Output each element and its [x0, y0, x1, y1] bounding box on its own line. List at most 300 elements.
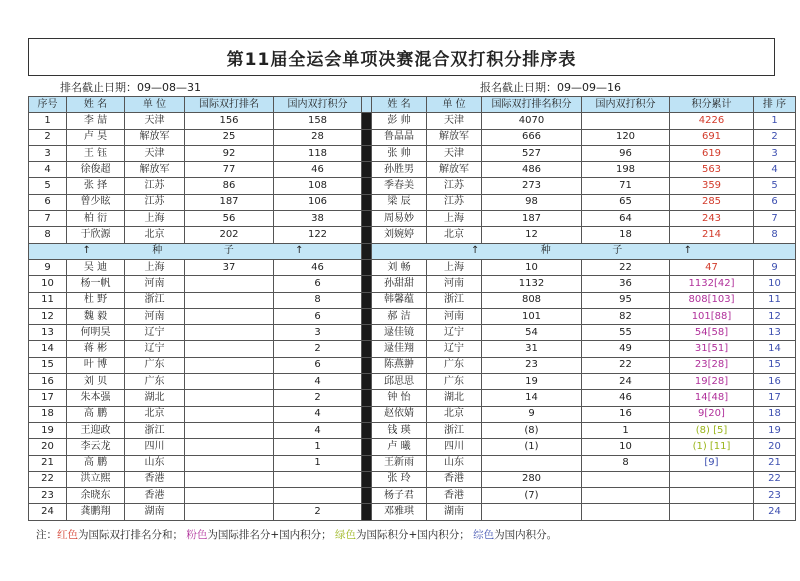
intl-points-cell: 10	[482, 259, 582, 275]
partner-unit-cell: 辽宁	[427, 341, 482, 357]
table-row	[29, 504, 796, 520]
column-separator	[362, 194, 372, 210]
unit-cell: 解放军	[125, 129, 185, 145]
seed-arrow-right-2: ↑	[683, 245, 697, 257]
partner-name-cell: 刘 畅	[372, 259, 427, 275]
domestic-points-2-cell: 10	[582, 439, 670, 455]
intl-points-cell: 808	[482, 292, 582, 308]
table-row	[29, 488, 796, 504]
intl-rank-cell	[185, 471, 274, 487]
seq-cell: 20	[29, 439, 67, 455]
partner-name-cell: 鲁晶晶	[372, 129, 427, 145]
column-separator	[362, 374, 372, 390]
partner-name-cell: 赵依婧	[372, 406, 427, 422]
partner-unit-cell: 河南	[427, 308, 482, 324]
player-name-cell: 于欣源	[67, 227, 125, 243]
order-cell: 5	[754, 178, 796, 194]
player-name-cell: 杜 野	[67, 292, 125, 308]
intl-points-cell: 486	[482, 162, 582, 178]
intl-rank-cell	[185, 292, 274, 308]
total-cell: 619	[670, 145, 754, 161]
unit-cell: 山东	[125, 455, 185, 471]
table-row	[29, 178, 796, 194]
partner-unit-cell: 香港	[427, 471, 482, 487]
table-row	[29, 357, 796, 373]
partner-name-cell: 张 玲	[372, 471, 427, 487]
seed-arrow-left-1: ↑	[82, 245, 95, 257]
header-intl-rank: 国际双打排名	[185, 97, 274, 113]
table-row	[29, 325, 796, 341]
order-cell: 4	[754, 162, 796, 178]
seed-word-1: 种	[152, 245, 167, 257]
domestic-points-2-cell: 64	[582, 211, 670, 227]
intl-points-cell: 4070	[482, 113, 582, 129]
partner-unit-cell: 湖北	[427, 390, 482, 406]
partner-unit-cell: 广东	[427, 374, 482, 390]
domestic-points-cell	[274, 471, 362, 487]
domestic-points-2-cell: 120	[582, 129, 670, 145]
domestic-points-cell: 28	[274, 129, 362, 145]
total-cell: (1) [11]	[670, 439, 754, 455]
total-cell	[670, 471, 754, 487]
column-separator	[362, 406, 372, 422]
total-cell: 101[88]	[670, 308, 754, 324]
column-separator	[362, 145, 372, 161]
header-partner-name: 姓 名	[372, 97, 427, 113]
column-separator	[362, 97, 372, 113]
partner-name-cell: 王新雨	[372, 455, 427, 471]
note-blue-word: 综色	[473, 528, 495, 541]
seq-cell: 1	[29, 113, 67, 129]
order-cell: 15	[754, 357, 796, 373]
header-domestic-points: 国内双打积分	[274, 97, 362, 113]
domestic-points-2-cell: 65	[582, 194, 670, 210]
header-name: 姓 名	[67, 97, 125, 113]
note-blue-text: 为国内积分。	[494, 528, 558, 541]
column-separator	[362, 276, 372, 292]
column-separator	[362, 178, 372, 194]
domestic-points-cell: 8	[274, 292, 362, 308]
unit-cell: 浙江	[125, 292, 185, 308]
order-cell: 23	[754, 488, 796, 504]
domestic-points-cell	[274, 488, 362, 504]
partner-unit-cell: 解放军	[427, 162, 482, 178]
header-domestic-points-2: 国内双打积分	[582, 97, 670, 113]
intl-rank-cell	[185, 341, 274, 357]
total-cell: 23[28]	[670, 357, 754, 373]
sheet-title	[28, 38, 775, 76]
intl-rank-cell	[185, 422, 274, 438]
total-cell	[670, 488, 754, 504]
table-row	[29, 439, 796, 455]
order-cell: 1	[754, 113, 796, 129]
registration-deadline: 报名截止日期：09—09—16	[480, 81, 621, 94]
domestic-points-2-cell: 55	[582, 325, 670, 341]
partner-name-cell: 邱思思	[372, 374, 427, 390]
order-cell: 10	[754, 276, 796, 292]
total-cell: 285	[670, 194, 754, 210]
column-separator	[362, 113, 372, 129]
total-cell: 31[51]	[670, 341, 754, 357]
order-cell: 20	[754, 439, 796, 455]
domestic-points-cell: 4	[274, 406, 362, 422]
intl-rank-cell: 92	[185, 145, 274, 161]
seed-divider-row	[29, 243, 796, 259]
seq-cell: 2	[29, 129, 67, 145]
seed-bar-right	[372, 243, 796, 259]
seed-word-3: 种	[540, 245, 555, 257]
domestic-points-2-cell: 46	[582, 390, 670, 406]
domestic-points-cell: 46	[274, 162, 362, 178]
order-cell: 14	[754, 341, 796, 357]
player-name-cell: 高 鹏	[67, 455, 125, 471]
table-row	[29, 406, 796, 422]
column-separator	[362, 455, 372, 471]
column-separator	[362, 259, 372, 275]
total-cell	[670, 504, 754, 520]
intl-rank-cell	[185, 406, 274, 422]
column-separator	[362, 390, 372, 406]
column-separator	[362, 341, 372, 357]
domestic-points-cell: 108	[274, 178, 362, 194]
player-name-cell: 张 择	[67, 178, 125, 194]
domestic-points-cell: 6	[274, 357, 362, 373]
order-cell: 9	[754, 259, 796, 275]
seq-cell: 10	[29, 276, 67, 292]
intl-points-cell: 1132	[482, 276, 582, 292]
total-cell: 214	[670, 227, 754, 243]
seq-cell: 14	[29, 341, 67, 357]
partner-unit-cell: 浙江	[427, 292, 482, 308]
domestic-points-2-cell: 22	[582, 357, 670, 373]
player-name-cell: 卢 昊	[67, 129, 125, 145]
player-name-cell: 刘 贝	[67, 374, 125, 390]
total-cell: 359	[670, 178, 754, 194]
order-cell: 11	[754, 292, 796, 308]
domestic-points-2-cell: 24	[582, 374, 670, 390]
unit-cell: 北京	[125, 406, 185, 422]
intl-rank-cell	[185, 325, 274, 341]
intl-rank-cell: 202	[185, 227, 274, 243]
unit-cell: 北京	[125, 227, 185, 243]
player-name-cell: 杨一帆	[67, 276, 125, 292]
seq-cell: 6	[29, 194, 67, 210]
domestic-points-cell: 2	[274, 341, 362, 357]
ranking-deadline: 排名截止日期：09—08—31	[60, 81, 201, 94]
unit-cell: 上海	[125, 259, 185, 275]
intl-points-cell: 31	[482, 341, 582, 357]
column-separator	[362, 439, 372, 455]
seq-cell: 8	[29, 227, 67, 243]
seq-cell: 7	[29, 211, 67, 227]
column-separator	[362, 488, 372, 504]
table-row	[29, 194, 796, 210]
total-cell: 54[58]	[670, 325, 754, 341]
column-separator	[362, 471, 372, 487]
partner-unit-cell: 广东	[427, 357, 482, 373]
domestic-points-2-cell: 36	[582, 276, 670, 292]
intl-rank-cell: 156	[185, 113, 274, 129]
intl-rank-cell	[185, 390, 274, 406]
domestic-points-2-cell: 49	[582, 341, 670, 357]
seed-word-2: 子	[223, 245, 238, 257]
player-name-cell: 叶 博	[67, 357, 125, 373]
intl-rank-cell: 25	[185, 129, 274, 145]
seed-bar-left	[29, 243, 362, 259]
partner-name-cell: 陈燕翀	[372, 357, 427, 373]
seed-arrow-right-1: ↑	[470, 245, 484, 257]
column-separator	[362, 211, 372, 227]
order-cell: 21	[754, 455, 796, 471]
note-green-text: 为国际积分+国内积分；	[356, 528, 470, 541]
order-cell: 6	[754, 194, 796, 210]
partner-name-cell: 周易妙	[372, 211, 427, 227]
partner-name-cell: 刘婉婷	[372, 227, 427, 243]
unit-cell: 四川	[125, 439, 185, 455]
intl-points-cell: 280	[482, 471, 582, 487]
total-cell: 47	[670, 259, 754, 275]
table-row	[29, 113, 796, 129]
seq-cell: 15	[29, 357, 67, 373]
seq-cell: 4	[29, 162, 67, 178]
partner-unit-cell: 浙江	[427, 422, 482, 438]
column-separator	[362, 504, 372, 520]
table-row	[29, 227, 796, 243]
order-cell: 13	[754, 325, 796, 341]
domestic-points-2-cell: 198	[582, 162, 670, 178]
domestic-points-cell: 122	[274, 227, 362, 243]
partner-name-cell: 孙甜甜	[372, 276, 427, 292]
intl-rank-cell	[185, 504, 274, 520]
domestic-points-cell: 4	[274, 374, 362, 390]
player-name-cell: 余晓东	[67, 488, 125, 504]
table-row	[29, 162, 796, 178]
partner-name-cell: 钱 瑛	[372, 422, 427, 438]
unit-cell: 上海	[125, 211, 185, 227]
unit-cell: 香港	[125, 471, 185, 487]
player-name-cell: 王 钰	[67, 145, 125, 161]
partner-unit-cell: 江苏	[427, 178, 482, 194]
intl-rank-cell: 56	[185, 211, 274, 227]
domestic-points-cell: 46	[274, 259, 362, 275]
domestic-points-cell: 6	[274, 308, 362, 324]
domestic-points-2-cell	[582, 488, 670, 504]
column-separator	[362, 162, 372, 178]
note-red-text: 为国际双打排名分和；	[78, 528, 183, 541]
header-partner-unit: 单 位	[427, 97, 482, 113]
domestic-points-2-cell: 16	[582, 406, 670, 422]
total-cell: 691	[670, 129, 754, 145]
total-cell: 9[20]	[670, 406, 754, 422]
domestic-points-cell: 6	[274, 276, 362, 292]
order-cell: 12	[754, 308, 796, 324]
note-pink-word: 粉色	[186, 528, 208, 541]
player-name-cell: 何明昊	[67, 325, 125, 341]
intl-points-cell: 527	[482, 145, 582, 161]
partner-name-cell: 邓雅琪	[372, 504, 427, 520]
seq-cell: 3	[29, 145, 67, 161]
unit-cell: 天津	[125, 145, 185, 161]
partner-unit-cell: 四川	[427, 439, 482, 455]
partner-name-cell: 张 帅	[372, 145, 427, 161]
partner-name-cell: 孙胜男	[372, 162, 427, 178]
partner-name-cell: 钟 怡	[372, 390, 427, 406]
column-separator	[362, 357, 372, 373]
intl-points-cell: 54	[482, 325, 582, 341]
domestic-points-cell: 2	[274, 390, 362, 406]
table-row	[29, 374, 796, 390]
player-name-cell: 曾少眩	[67, 194, 125, 210]
intl-points-cell: 9	[482, 406, 582, 422]
column-separator	[362, 325, 372, 341]
unit-cell: 解放军	[125, 162, 185, 178]
table-row	[29, 211, 796, 227]
intl-points-cell: (7)	[482, 488, 582, 504]
deadline-bar	[28, 76, 775, 96]
domestic-points-2-cell: 82	[582, 308, 670, 324]
table-row	[29, 455, 796, 471]
order-cell: 7	[754, 211, 796, 227]
partner-unit-cell: 香港	[427, 488, 482, 504]
intl-points-cell	[482, 504, 582, 520]
partner-unit-cell: 北京	[427, 227, 482, 243]
unit-cell: 辽宁	[125, 341, 185, 357]
partner-unit-cell: 上海	[427, 211, 482, 227]
domestic-points-2-cell	[582, 113, 670, 129]
unit-cell: 江苏	[125, 178, 185, 194]
domestic-points-2-cell	[582, 471, 670, 487]
order-cell: 22	[754, 471, 796, 487]
total-cell: 19[28]	[670, 374, 754, 390]
domestic-points-cell: 1	[274, 455, 362, 471]
player-name-cell: 李云龙	[67, 439, 125, 455]
score-sheet	[28, 38, 787, 542]
unit-cell: 河南	[125, 276, 185, 292]
intl-points-cell: 98	[482, 194, 582, 210]
intl-points-cell	[482, 455, 582, 471]
domestic-points-2-cell: 96	[582, 145, 670, 161]
table-row	[29, 145, 796, 161]
partner-unit-cell: 天津	[427, 113, 482, 129]
intl-rank-cell: 187	[185, 194, 274, 210]
intl-rank-cell	[185, 488, 274, 504]
intl-points-cell: 23	[482, 357, 582, 373]
unit-cell: 江苏	[125, 194, 185, 210]
intl-points-cell: (1)	[482, 439, 582, 455]
unit-cell: 湖北	[125, 390, 185, 406]
header-unit: 单 位	[125, 97, 185, 113]
partner-name-cell: 季春美	[372, 178, 427, 194]
partner-unit-cell: 天津	[427, 145, 482, 161]
partner-name-cell: 郝 洁	[372, 308, 427, 324]
partner-name-cell: 韩馨蕴	[372, 292, 427, 308]
seq-cell: 9	[29, 259, 67, 275]
seed-arrow-left-2: ↑	[295, 245, 308, 257]
intl-rank-cell: 37	[185, 259, 274, 275]
order-cell: 19	[754, 422, 796, 438]
seq-cell: 5	[29, 178, 67, 194]
intl-points-cell: 666	[482, 129, 582, 145]
seed-word-4: 子	[612, 245, 627, 257]
seq-cell: 13	[29, 325, 67, 341]
order-cell: 18	[754, 406, 796, 422]
domestic-points-2-cell: 71	[582, 178, 670, 194]
seq-cell: 17	[29, 390, 67, 406]
order-cell: 16	[754, 374, 796, 390]
domestic-points-2-cell: 1	[582, 422, 670, 438]
seq-cell: 23	[29, 488, 67, 504]
partner-unit-cell: 山东	[427, 455, 482, 471]
header-order: 排 序	[754, 97, 796, 113]
table-row	[29, 341, 796, 357]
note-red-word: 红色	[57, 528, 78, 541]
column-separator	[362, 243, 372, 259]
table-row	[29, 471, 796, 487]
partner-name-cell: 梁 辰	[372, 194, 427, 210]
intl-points-cell: (8)	[482, 422, 582, 438]
column-separator	[362, 308, 372, 324]
partner-name-cell: 逯佳翔	[372, 341, 427, 357]
partner-unit-cell: 湖南	[427, 504, 482, 520]
domestic-points-cell: 2	[274, 504, 362, 520]
intl-rank-cell: 86	[185, 178, 274, 194]
unit-cell: 辽宁	[125, 325, 185, 341]
seq-cell: 11	[29, 292, 67, 308]
player-name-cell: 洪立熙	[67, 471, 125, 487]
partner-unit-cell: 北京	[427, 406, 482, 422]
player-name-cell: 王迎政	[67, 422, 125, 438]
domestic-points-cell: 38	[274, 211, 362, 227]
player-name-cell: 龚鹏翔	[67, 504, 125, 520]
domestic-points-2-cell: 8	[582, 455, 670, 471]
table-row	[29, 292, 796, 308]
table-row	[29, 422, 796, 438]
partner-unit-cell: 解放军	[427, 129, 482, 145]
player-name-cell: 柏 衍	[67, 211, 125, 227]
unit-cell: 浙江	[125, 422, 185, 438]
player-name-cell: 高 鹏	[67, 406, 125, 422]
unit-cell: 广东	[125, 374, 185, 390]
column-separator	[362, 227, 372, 243]
partner-unit-cell: 辽宁	[427, 325, 482, 341]
domestic-points-2-cell: 95	[582, 292, 670, 308]
domestic-points-2-cell	[582, 504, 670, 520]
note-green-word: 绿色	[335, 528, 356, 541]
seq-cell: 12	[29, 308, 67, 324]
total-cell: 563	[670, 162, 754, 178]
unit-cell: 天津	[125, 113, 185, 129]
total-cell: 808[103]	[670, 292, 754, 308]
domestic-points-2-cell: 22	[582, 259, 670, 275]
total-cell: 1132[42]	[670, 276, 754, 292]
partner-name-cell: 彭 帅	[372, 113, 427, 129]
partner-unit-cell: 上海	[427, 259, 482, 275]
partner-name-cell: 逯佳镜	[372, 325, 427, 341]
column-separator	[362, 292, 372, 308]
header-seq: 序号	[29, 97, 67, 113]
partner-unit-cell: 江苏	[427, 194, 482, 210]
player-name-cell: 李 喆	[67, 113, 125, 129]
unit-cell: 广东	[125, 357, 185, 373]
seq-cell: 19	[29, 422, 67, 438]
note-prefix: 注：	[36, 528, 57, 541]
total-cell: 243	[670, 211, 754, 227]
column-separator	[362, 129, 372, 145]
title-text: 第11届全运会单项决赛混合双打积分排序表	[226, 49, 577, 70]
intl-points-cell: 101	[482, 308, 582, 324]
seq-cell: 16	[29, 374, 67, 390]
intl-points-cell: 19	[482, 374, 582, 390]
